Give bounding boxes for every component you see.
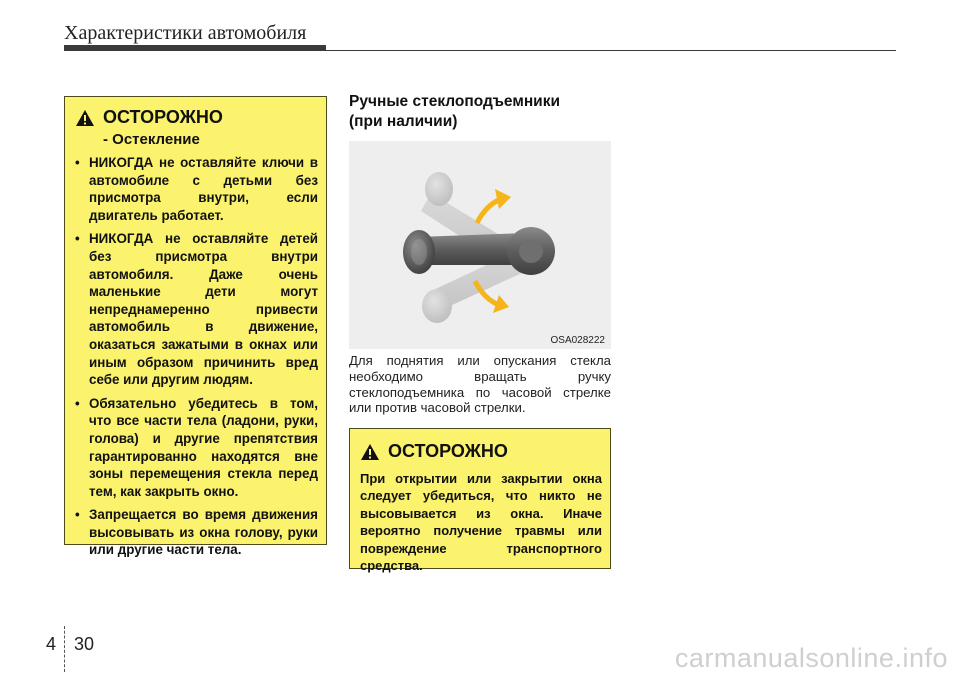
warning-bullet: • Запрещается во время движения высовывать из окна голову, руки или другие части тела. (75, 506, 318, 559)
warning-bullet: • Обязательно убедитесь в том, что все части тела (ладони, руки, голова) и другие препятствия гарантированно находятся вне зоны перемещения стекла перед тем, как закрыть окно. (75, 395, 318, 501)
chapter-number: 4 (46, 634, 57, 654)
section-title (349, 92, 611, 132)
warning-bullet: • НИКОГДА не оставляйте детей без присмотра внутри автомобиля. Даже очень маленькие дети могут непреднамеренно привести автомобиль в движение, оказаться зажатыми в окнах или иным образом причинить вред себе или другим людям. (75, 230, 318, 388)
warning-bullet-list (75, 154, 318, 559)
warning-subheading: - Остекление (103, 131, 200, 148)
warning-text: При открытии или закрытии окна следует убедиться, что никто не высовывается из окна. Иначе вероятно получение травмы или повреждение транспортного средства. (360, 471, 602, 574)
window-crank-figure (349, 141, 611, 349)
window-crank-illustration (349, 141, 611, 349)
header-rule (64, 50, 896, 51)
watermark: carmanualsonline.info (674, 643, 948, 673)
warning-triangle-icon (360, 443, 380, 461)
warning-heading-text: ОСТОРОЖНО (388, 441, 508, 461)
warning-heading (75, 107, 318, 128)
page-number: 30 (74, 634, 95, 654)
page-number-divider (64, 626, 65, 672)
warning-bullet: • НИКОГДА не оставляйте ключи в автомобиле с детьми без присмотра внутри, если двигатель работает. (75, 154, 318, 224)
figure-code: OSA028222 (550, 335, 605, 346)
section-body-text: Для поднятия или опускания стекла необходимо вращать ручку стеклоподъемника по часовой стрелке или против часовой стрелки. (349, 353, 611, 416)
warning-box-window (349, 428, 611, 574)
warning-box-glass (64, 96, 327, 558)
section-title-line: (при наличии) (349, 113, 458, 130)
warning-heading (360, 441, 602, 462)
warning-triangle-icon (75, 109, 95, 127)
section-title-line: Ручные стеклоподъемники (349, 93, 560, 110)
warning-heading-text: ОСТОРОЖНО (103, 107, 223, 127)
page-header-title: Характеристики автомобиля (64, 22, 307, 44)
